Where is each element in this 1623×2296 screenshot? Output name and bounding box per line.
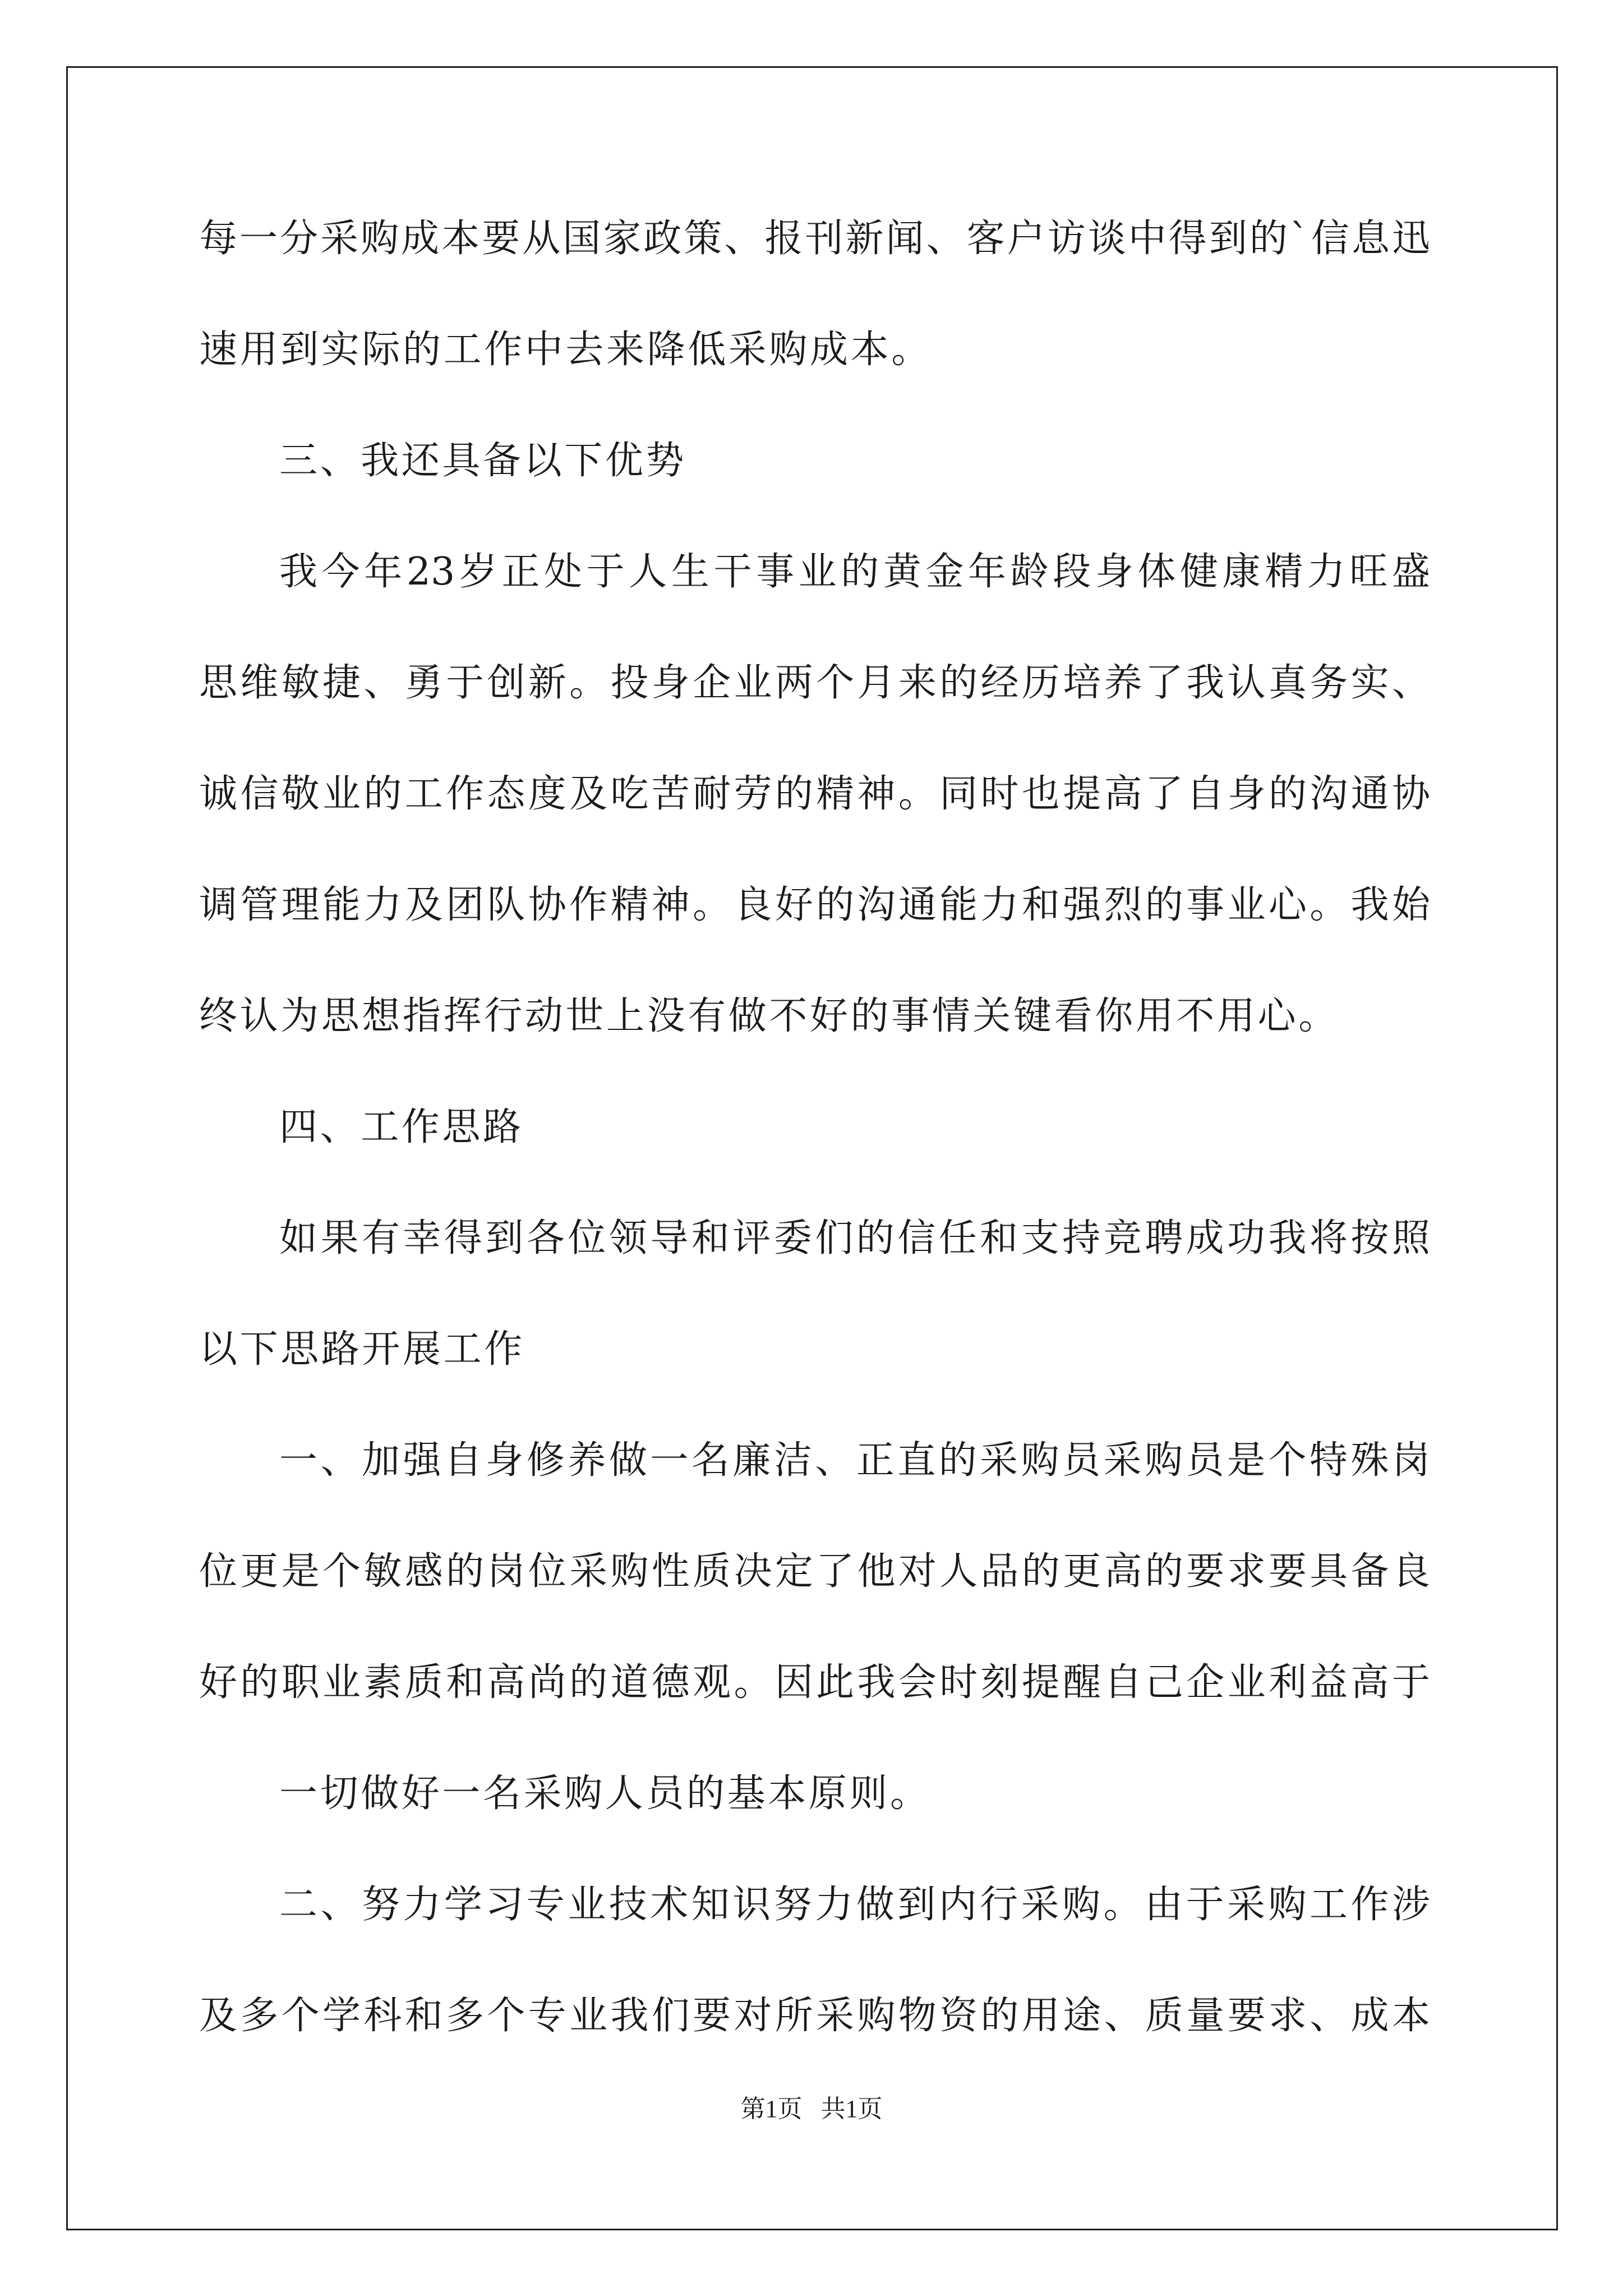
body-line: 诚信敬业的工作态度及吃苦耐劳的精神。同时也提高了自身的沟通协	[199, 772, 1430, 816]
body-line: 终认为思想指挥行动世上没有做不好的事情关键看你用不用心。	[199, 994, 1339, 1038]
body-line: 及多个学科和多个专业我们要对所采购物资的用途、质量要求、成本	[199, 1994, 1430, 2038]
body-line: 一切做好一名采购人员的基本原则。	[279, 1772, 931, 1816]
paragraph-first-line: 我今年23岁正处于人生干事业的黄金年龄段身体健康精力旺盛	[279, 550, 1430, 594]
paragraph-first-line: 如果有幸得到各位领导和评委们的信任和支持竞聘成功我将按照	[279, 1216, 1430, 1260]
body-line: 位更是个敏感的岗位采购性质决定了他对人品的更高的要求要具备良	[199, 1549, 1430, 1594]
body-line: 调管理能力及团队协作精神。良好的沟通能力和强烈的事业心。我始	[199, 883, 1430, 927]
document-body	[199, 217, 1430, 2108]
body-line: 好的职业素质和高尚的道德观。因此我会时刻提醒自己企业利益高于	[199, 1660, 1430, 1705]
section-heading: 三、我还具备以下优势	[279, 439, 687, 483]
body-line: 思维敏捷、勇于创新。投身企业两个月来的经历培养了我认真务实、	[199, 661, 1430, 705]
section-heading: 四、工作思路	[279, 1105, 524, 1149]
body-line: 每一分采购成本要从国家政策、报刊新闻、客户访谈中得到的`信息迅	[199, 217, 1430, 261]
paragraph-first-line: 一、加强自身修养做一名廉洁、正直的采购员采购员是个特殊岗	[279, 1438, 1430, 1483]
body-line: 速用到实际的工作中去来降低采购成本。	[199, 328, 932, 372]
body-line: 以下思路开展工作	[199, 1327, 525, 1372]
page-footer: 第1页 共1页	[740, 2095, 883, 2123]
paragraph-first-line: 二、努力学习专业技术知识努力做到内行采购。由于采购工作涉	[279, 1883, 1430, 1927]
